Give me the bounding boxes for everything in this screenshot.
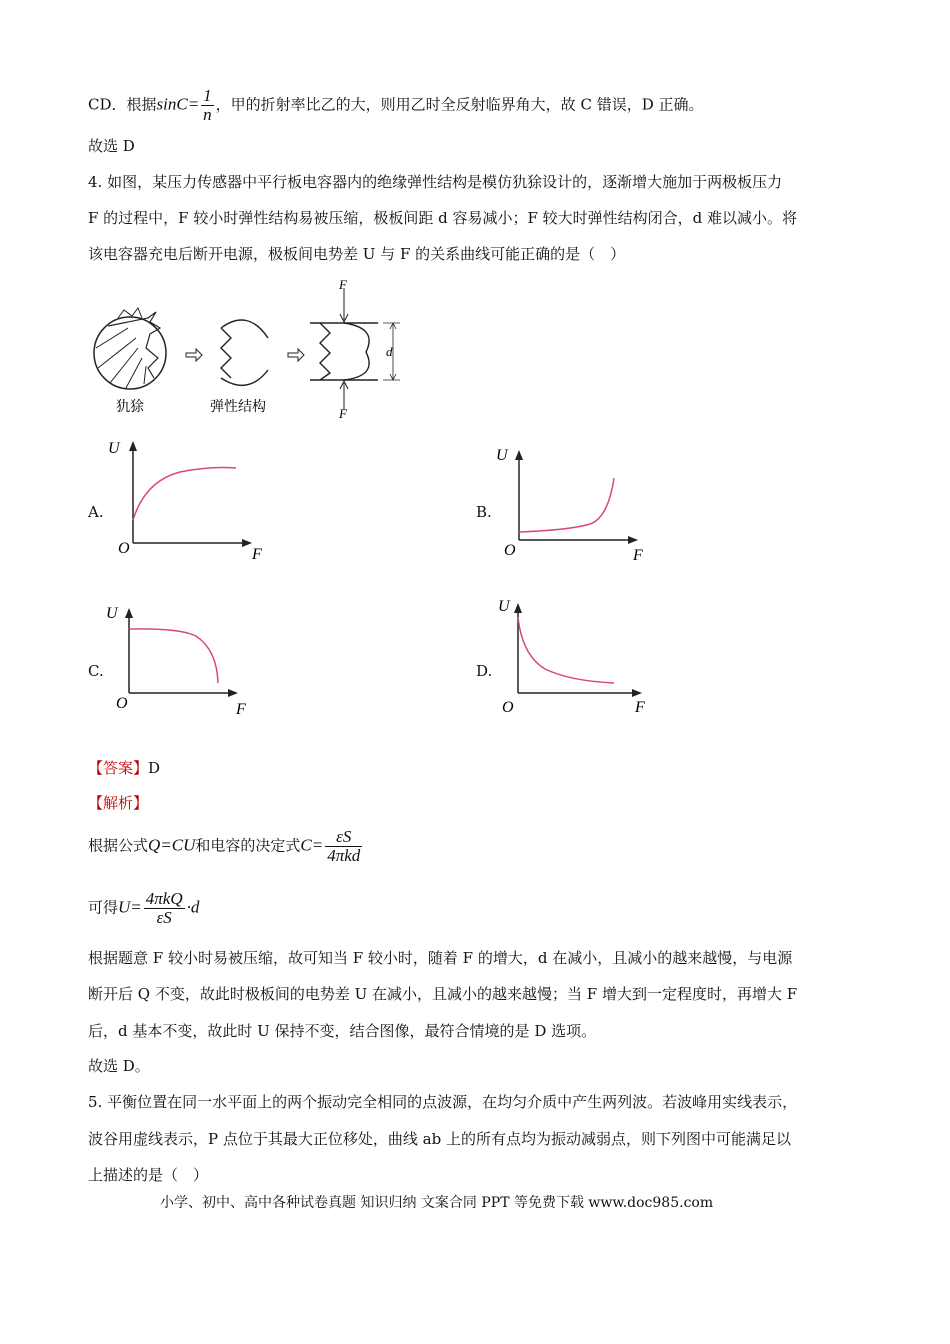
q5-line2: 波谷用虚线表示，P 点位于其最大正位移处，曲线 ab 上的所有点均为振动减弱点，则下列图中可能满足以 [88,1130,791,1148]
sin-formula: sinC= [156,94,200,114]
para-line3: 后，d 基本不变，故此时 U 保持不变，结合图像，最符合情境的是 D 选项。 [88,1022,597,1040]
para-line2: 断开后 Q 不变，故此时极板间的电势差 U 在减小，且减小的越来越慢；当 F 增大到一定程度时，再增大 F [88,985,798,1003]
option-c-graph[interactable] [100,598,260,718]
label-F-bottom: F [339,406,347,421]
curve-d [518,617,614,683]
option-c-letter[interactable]: C. [88,662,104,680]
curve-c [129,629,218,683]
svg-text:O: O [502,699,514,716]
open-arrow-icon [186,349,202,361]
q4-line2: F 的过程中，F 较小时弹性结构易被压缩，极板间距 d 容易减小；F 较大时弹性结构闭合，d 难以减小。将 [88,209,798,227]
answer-value: D [148,759,161,777]
option-a-graph[interactable] [100,433,280,568]
svg-text:F: F [633,547,643,564]
formula2-line: 可得U= $\frac{\text{4πkQ}}{\varepsilon S}$ ·d [88,889,200,927]
svg-text:F: F [252,546,262,563]
analysis-label: 【解析】 [88,794,149,812]
elastic-structure-open [221,320,268,385]
option-d-graph[interactable] [490,593,660,718]
eq-q-cu: Q=CU [148,835,196,855]
label-d: d [386,344,393,359]
option-d-letter[interactable]: D. [476,662,493,680]
fraction-4pikq-es: $\frac{\text{4πkQ}}{\varepsilon S}$ [145,889,183,927]
armadillo-figure [88,278,418,423]
svg-text:U: U [106,605,118,622]
option-b-graph[interactable] [490,440,670,568]
svg-text:O: O [118,540,130,557]
option-a-letter[interactable]: A. [88,503,104,521]
svg-text:F: F [236,701,246,718]
choose-d-1: 故选 D [88,137,135,155]
curve-b [519,478,614,532]
svg-text:F: F [635,699,645,716]
label-structure: 弹性结构 [210,400,266,415]
svg-text:U: U [496,447,508,464]
cd-explanation [88,87,703,124]
q5-line1: 5. 平衡位置在同一水平面上的两个振动完全相同的点波源，在均匀介质中产生两列波。若波峰用实线表示， [88,1093,798,1111]
q5-line3: 上描述的是（ ） [88,1166,209,1184]
armadillo-drawing [94,308,166,389]
eq-c: C= [300,835,324,855]
q4-line1: 4. 如图，某压力传感器中平行板电容器内的绝缘弹性结构是模仿犰狳设计的，逐渐增大施加于两极板压力 [88,173,783,191]
eq-u: U= [118,897,142,917]
svg-text:O: O [504,542,516,559]
answer-line [88,758,160,778]
label-F-top: F [339,278,347,292]
curve-a [133,468,236,521]
open-arrow-icon [288,349,304,361]
answer-label: 【答案】 [88,759,149,777]
choose-d-2: 故选 D。 [88,1057,150,1075]
label-armadillo: 犰狳 [116,400,144,415]
fraction-es-4pikd: $\frac{\varepsilon S}{\text{4πkd}}$ [327,827,361,865]
para-line1: 根据题意 F 较小时易被压缩，故可知当 F 较小时，随着 F 的增大，d 在减小，且减小的越来越慢，与电源 [88,949,793,967]
svg-text:O: O [116,695,128,712]
fraction-1-over-n: $\frac{1}{n}$ [203,86,212,124]
svg-text:U: U [498,598,510,615]
svg-text:U: U [108,440,120,457]
cd-prefix: CD．根据 [88,95,157,114]
formula1-line: 根据公式Q=CU和电容的决定式C= $\frac{\varepsilon S}{\text{4πkd}}$ [88,827,361,865]
cd-suffix: ，甲的折射率比乙的大，则用乙时全反射临界角大，故 C 错误，D 正确。 [215,95,704,114]
footer[interactable]: 小学、初中、高中各种试卷真题 知识归纳 文案合同 PPT 等免费下载 www.doc985.com [160,1195,714,1211]
option-b-letter[interactable]: B. [476,503,492,521]
q4-line3: 该电容器充电后断开电源，极板间电势差 U 与 F 的关系曲线可能正确的是（ ） [88,245,626,263]
